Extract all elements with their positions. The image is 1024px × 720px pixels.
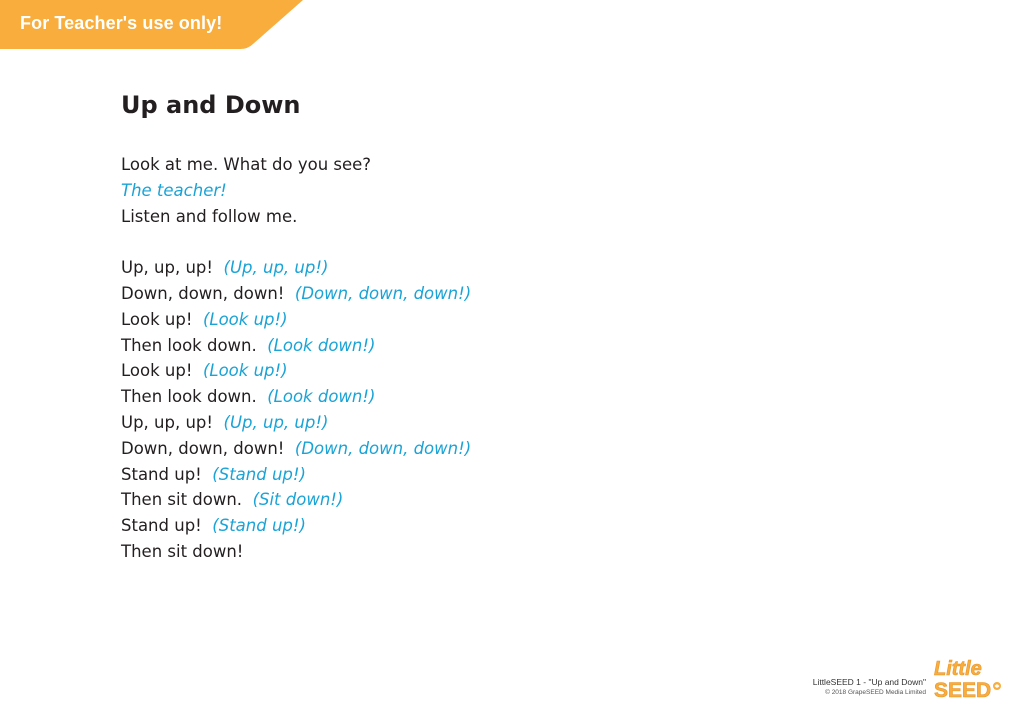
blank-line bbox=[121, 229, 471, 255]
lyric-line bbox=[121, 462, 471, 488]
song-lyrics bbox=[121, 152, 471, 565]
lyric-line bbox=[121, 333, 471, 359]
song-title: Up and Down bbox=[121, 91, 301, 119]
lyric-line bbox=[121, 384, 471, 410]
lyric-response: (Up, up, up!) bbox=[223, 258, 329, 278]
lyric-text: Then look down. bbox=[121, 335, 257, 355]
lyric-text: Look at me. What do you see? bbox=[121, 155, 372, 174]
lyric-text: Then look down. bbox=[121, 387, 257, 407]
lyric-text: Then sit down. bbox=[121, 490, 243, 510]
lyric-response: (Stand up!) bbox=[212, 464, 306, 484]
banner-label: For Teacher's use only! bbox=[20, 13, 223, 33]
lyric-response: (Sit down!) bbox=[252, 490, 344, 510]
lyric-line bbox=[121, 152, 471, 178]
lyric-line bbox=[121, 410, 471, 436]
lyric-response: (Look down!) bbox=[267, 387, 376, 407]
lyric-response: (Up, up, up!) bbox=[223, 412, 329, 432]
lyric-line bbox=[121, 281, 471, 307]
lyric-line bbox=[121, 436, 471, 462]
lyric-text: Stand up! bbox=[121, 464, 202, 484]
lyric-text: Up, up, up! bbox=[121, 412, 214, 432]
lyric-text: Look up! bbox=[121, 361, 193, 381]
lyric-response: (Look up!) bbox=[202, 361, 288, 381]
lyric-text: Look up! bbox=[121, 309, 193, 329]
lyric-text: Down, down, down! bbox=[121, 283, 285, 303]
teacher-use-banner bbox=[0, 0, 303, 50]
lyric-response: The teacher! bbox=[121, 180, 227, 200]
lyric-line bbox=[121, 539, 471, 565]
lyric-response: (Down, down, down!) bbox=[294, 438, 472, 458]
lyric-text: Then sit down! bbox=[121, 541, 244, 561]
lyric-text: Stand up! bbox=[121, 516, 202, 536]
lyric-line bbox=[121, 358, 471, 384]
lyric-text: Listen and follow me. bbox=[121, 206, 298, 226]
footer-title: LittleSEED 1 - "Up and Down" bbox=[812, 677, 926, 687]
lyric-text: Down, down, down! bbox=[121, 438, 285, 458]
svg-text:SEED: SEED bbox=[934, 679, 992, 701]
lyric-response: (Look down!) bbox=[267, 335, 376, 355]
lyric-text: Up, up, up! bbox=[121, 258, 214, 278]
lyric-response: (Stand up!) bbox=[212, 516, 306, 536]
svg-text:Little: Little bbox=[934, 658, 982, 680]
lyric-response: (Down, down, down!) bbox=[294, 283, 472, 303]
lyric-line bbox=[121, 513, 471, 539]
footer bbox=[813, 677, 926, 698]
lyric-line bbox=[121, 255, 471, 281]
lyric-line bbox=[121, 204, 471, 230]
lyric-line bbox=[121, 178, 471, 204]
footer-copyright: © 2018 GrapeSEED Media Limited bbox=[825, 689, 926, 696]
littleseed-logo bbox=[930, 655, 1008, 701]
littleseed-logo-image bbox=[930, 655, 1008, 701]
lyric-line bbox=[121, 487, 471, 513]
lyric-line bbox=[121, 307, 471, 333]
lyric-response: (Look up!) bbox=[202, 309, 288, 329]
